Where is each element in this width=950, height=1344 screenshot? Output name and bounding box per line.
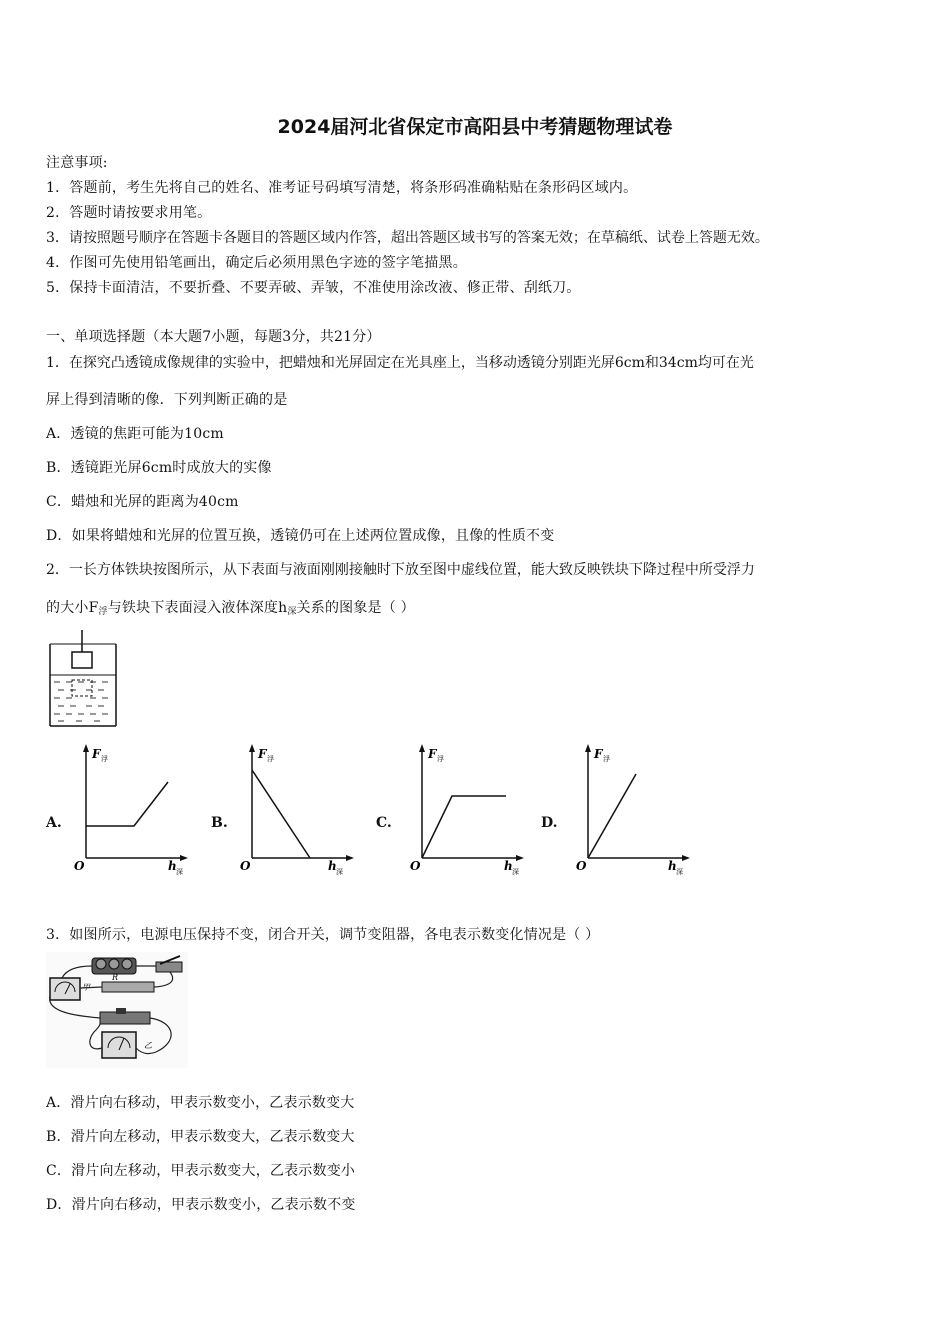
circuit-figure <box>46 952 188 1068</box>
y-axis-sub: 浮 <box>101 755 108 763</box>
question-2-option-c-label: C. <box>376 815 392 831</box>
beaker-figure <box>46 630 124 730</box>
question-1-stem-cont: 屏上得到清晰的像．下列判断正确的是 <box>46 392 288 408</box>
question-1-option-c: C．蜡烛和光屏的距离为40cm <box>46 494 239 510</box>
graph-c <box>408 740 528 880</box>
question-1-option-d: D．如果将蜡烛和光屏的位置互换，透镜仍可在上述两位置成像，且像的性质不变 <box>46 528 555 544</box>
resistor-label: R <box>112 973 119 982</box>
x-axis-sub: 深 <box>336 868 343 876</box>
question-2-stem-cont: 的大小$F_浮$与铁块下表面浸入液体深度$h_深$关系的图象是（ ） <box>46 600 415 617</box>
origin-label: O <box>74 859 85 873</box>
x-axis-sub: 深 <box>512 868 519 876</box>
notice-item: 4．作图可先使用铅笔画出，确定后必须用黑色字迹的签字笔描黑。 <box>46 255 467 271</box>
notice-item: 5．保持卡面清洁，不要折叠、不要弄破、弄皱，不准使用涂改液、修正带、刮纸刀。 <box>46 280 581 296</box>
notice-heading: 注意事项: <box>46 155 108 171</box>
question-2-option-a-label: A. <box>46 815 62 831</box>
y-axis-label: F <box>258 747 267 761</box>
question-3-option-c: C．滑片向左移动，甲表示数变大，乙表示数变小 <box>46 1163 356 1179</box>
meter-2-label: 乙 <box>144 1041 152 1050</box>
question-1-option-b: B．透镜距光屏6cm时成放大的实像 <box>46 460 272 476</box>
section-heading: 一、单项选择题（本大题7小题，每题3分，共21分） <box>46 329 381 345</box>
y-axis-sub: 浮 <box>603 755 610 763</box>
x-axis-sub: 深 <box>676 868 683 876</box>
x-axis-sub: 深 <box>176 868 183 876</box>
x-axis-label: h <box>504 859 513 873</box>
y-axis-sub: 浮 <box>267 755 274 763</box>
y-axis-sub: 浮 <box>437 755 444 763</box>
y-axis-label: F <box>92 747 101 761</box>
question-3-option-b: B．滑片向左移动，甲表示数变大，乙表示数变大 <box>46 1129 355 1145</box>
notice-item: 1．答题前，考生先将自己的姓名、准考证号码填写清楚，将条形码准确粘贴在条形码区域内。 <box>46 180 638 196</box>
question-2-option-b-label: B. <box>211 815 228 831</box>
y-axis-label: F <box>428 747 437 761</box>
graph-d <box>574 740 694 880</box>
notice-item: 2．答题时请按要求用笔。 <box>46 205 212 221</box>
graph-b <box>238 740 358 880</box>
y-axis-label: F <box>594 747 603 761</box>
question-3-option-d: D．滑片向右移动，甲表示数变小，乙表示数不变 <box>46 1197 356 1213</box>
graph-a <box>72 740 192 880</box>
question-3-option-a: A．滑片向右移动，甲表示数变小，乙表示数变大 <box>46 1095 355 1111</box>
meter-1-label: 甲 <box>82 983 90 992</box>
x-axis-label: h <box>668 859 677 873</box>
question-3-stem: 3．如图所示，电源电压保持不变，闭合开关，调节变阻器，各电表示数变化情况是（ ） <box>46 927 600 943</box>
origin-label: O <box>410 859 421 873</box>
question-2-option-d-label: D. <box>541 815 558 831</box>
page-title: 2024届河北省保定市高阳县中考猜题物理试卷 <box>277 116 673 138</box>
question-1-stem: 1．在探究凸透镜成像规律的实验中，把蜡烛和光屏固定在光具座上，当移动透镜分别距光屏6cm和34cm均可在光 <box>46 355 754 371</box>
question-2-stem: 2．一长方体铁块按图所示，从下表面与液面刚刚接触时下放至图中虚线位置，能大致反映铁块下降过程中所受浮力 <box>46 562 755 578</box>
origin-label: O <box>240 859 251 873</box>
notice-item: 3．请按照题号顺序在答题卡各题目的答题区域内作答，超出答题区域书写的答案无效；在草稿纸、试卷上答题无效。 <box>46 230 769 246</box>
origin-label: O <box>576 859 587 873</box>
x-axis-label: h <box>168 859 177 873</box>
question-1-option-a: A．透镜的焦距可能为10cm <box>46 426 224 442</box>
x-axis-label: h <box>328 859 337 873</box>
